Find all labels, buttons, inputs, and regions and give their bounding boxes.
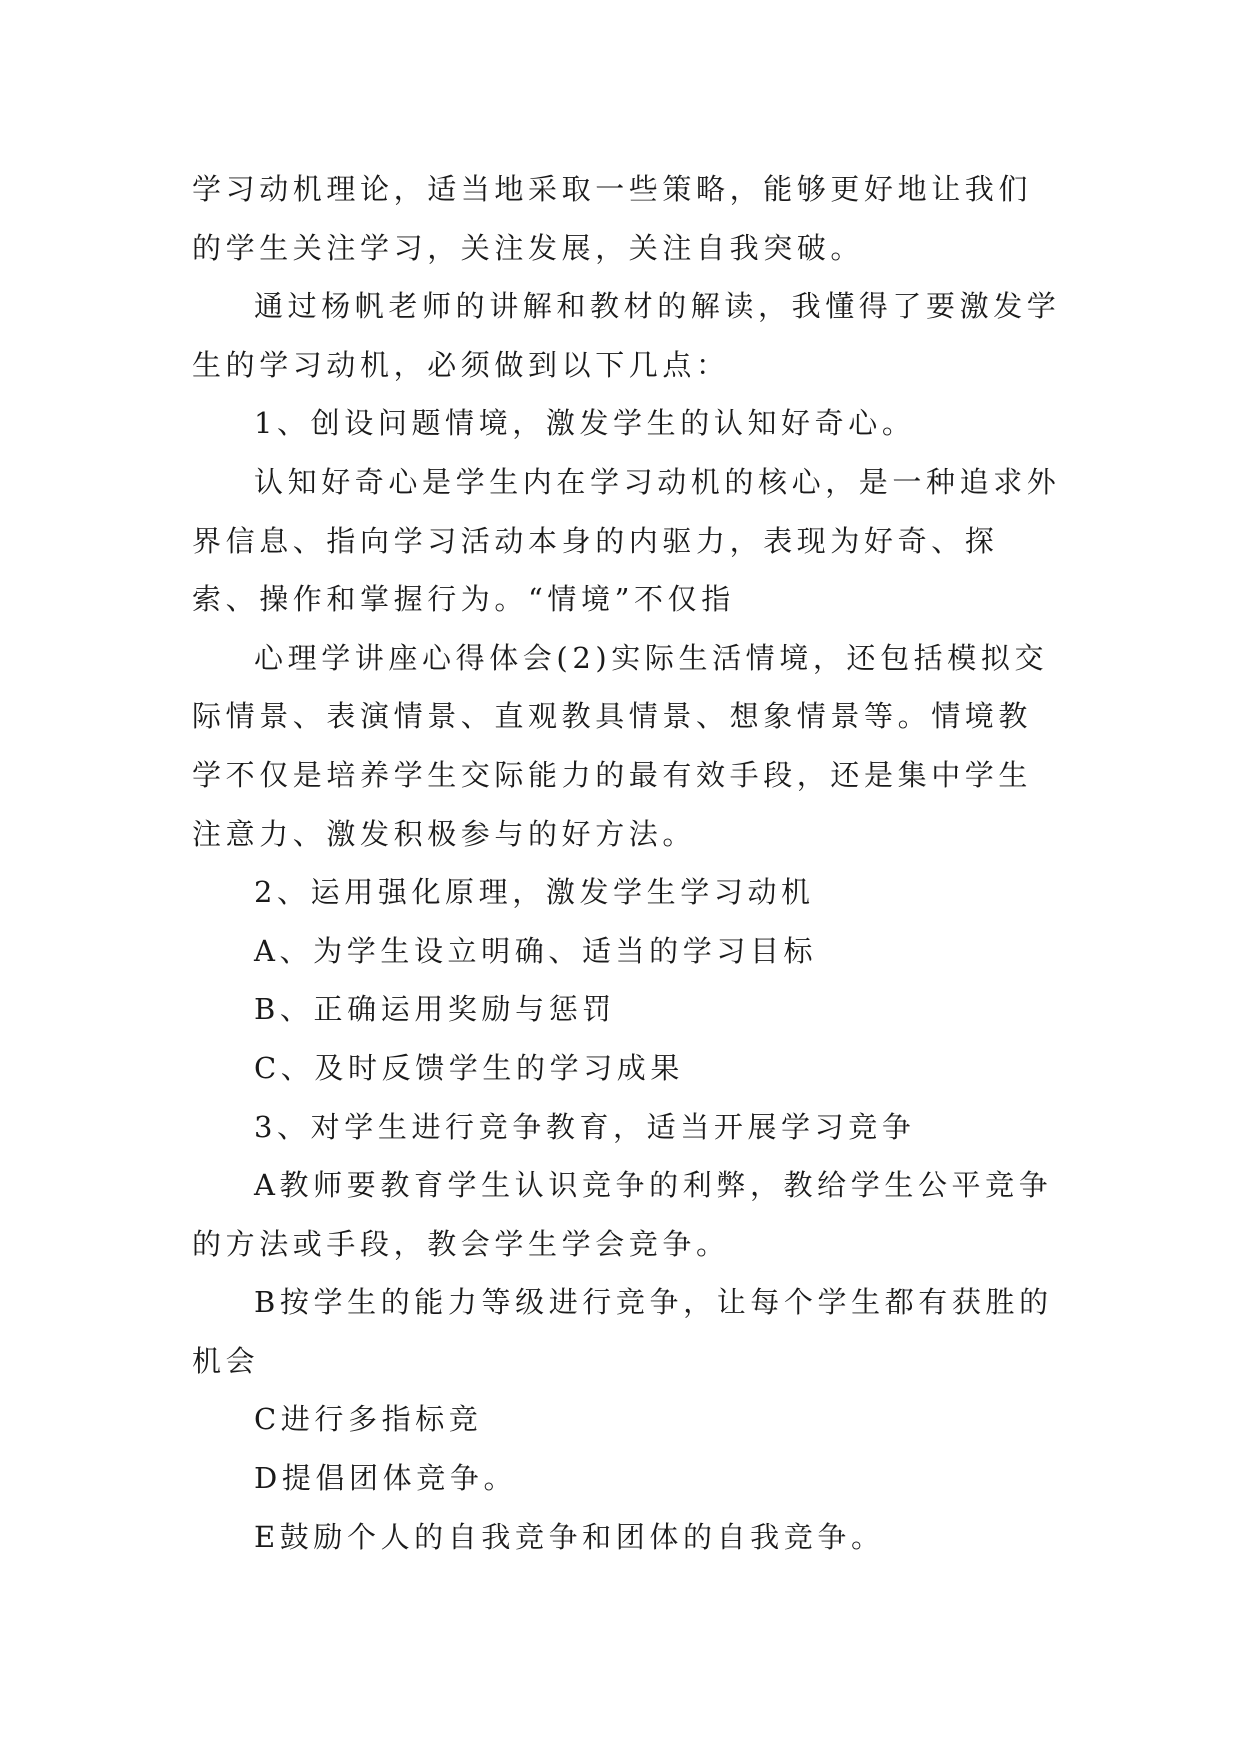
heading-point-3: 3、对学生进行竞争教育，适当开展学习竞争 bbox=[254, 1109, 916, 1144]
list-item-3b: B按学生的能力等级进行竞争，让每个学生都有获胜的机会 bbox=[192, 1285, 1053, 1378]
list-item-3c: C进行多指标竞 bbox=[254, 1402, 483, 1437]
heading-point-2: 2、运用强化原理，激发学生学习动机 bbox=[254, 875, 815, 910]
list-item-2a: A、为学生设立明确、适当的学习目标 bbox=[254, 933, 818, 968]
list-item-2c: C、及时反馈学生的学习成果 bbox=[254, 1050, 684, 1085]
list-item-3e: E鼓励个人的自我竞争和团体的自我竞争。 bbox=[254, 1519, 885, 1554]
list-item-3d: D提倡团体竞争。 bbox=[254, 1461, 518, 1496]
list-item-2b: B、正确运用奖励与惩罚 bbox=[254, 992, 616, 1027]
heading-point-1: 1、创设问题情境，激发学生的认知好奇心。 bbox=[254, 406, 916, 441]
document-body bbox=[192, 160, 1062, 1566]
paragraph-motivation-theory: 学习动机理论，适当地采取一些策略，能够更好地让我们的学生关注学习，关注发展，关注自我突破。 bbox=[192, 172, 1033, 265]
list-item-3a: A教师要教育学生认识竞争的利弊，教给学生公平竞争的方法或手段，教会学生学会竞争。 bbox=[192, 1168, 1053, 1261]
paragraph-lecture-summary: 通过杨帆老师的讲解和教材的解读，我懂得了要激发学生的学习动机，必须做到以下几点： bbox=[192, 289, 1061, 382]
paragraph-curiosity: 认知好奇心是学生内在学习动机的核心，是一种追求外界信息、指向学习活动本身的内驱力，表现为好奇、探索、操作和掌握行为。“情境”不仅指 bbox=[192, 464, 1061, 617]
paragraph-situation-teaching: 心理学讲座心得体会(2)实际生活情境，还包括模拟交际情景、表演情景、直观教具情景、想象情景等。情境教学不仅是培养学生交际能力的最有效手段，还是集中学生注意力、激发积极参与的好方法。 bbox=[192, 640, 1049, 851]
